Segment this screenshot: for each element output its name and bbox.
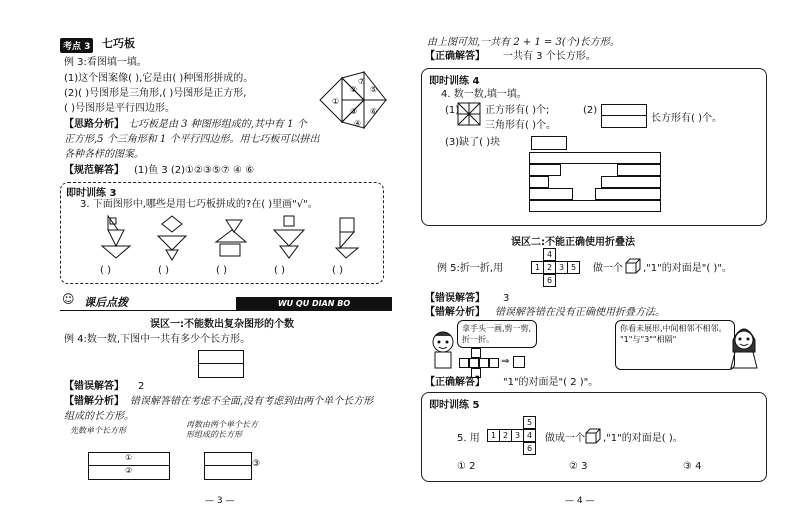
missing-brick bbox=[531, 136, 567, 150]
wrong-answer-label: 【错误解答】 bbox=[64, 381, 124, 392]
example5-suffix: ,"1"的对面是"( )"。 bbox=[643, 263, 732, 274]
answer-text: (1)鱼 3 (2)①②③⑤⑦ ④ ⑥ bbox=[134, 165, 255, 176]
wrong-answer-value: 2 bbox=[138, 381, 145, 392]
fish-label-5: ⑤ bbox=[370, 85, 378, 94]
error2-wrong-label: 【错误解答】 bbox=[425, 293, 485, 304]
error2-analysis-label: 【错解分析】 bbox=[425, 307, 485, 318]
note-double-b: 形组成的长方形 bbox=[186, 430, 242, 439]
net-t5-cell-3: 3 bbox=[511, 429, 524, 442]
net5-cell-3: 3 bbox=[555, 261, 568, 274]
example3-line3: ( )号图形是平行四边形。 bbox=[64, 103, 175, 114]
banner-title: 课后点拨 bbox=[84, 296, 128, 309]
cube-icon-2 bbox=[585, 428, 601, 444]
error-analysis-text-1: 错误解答错在考虑不全面,没有考虑到由两个单个长方形 bbox=[130, 396, 374, 407]
bracket-3: ( ) bbox=[216, 265, 227, 276]
correct-answer-label: 【正确解答】 bbox=[425, 51, 485, 62]
bubble-girl bbox=[615, 320, 735, 370]
error2-correct-label: 【正确解答】 bbox=[425, 377, 485, 388]
example4-text: 例 4:数一数,下图中一共有多少个长方形。 bbox=[64, 334, 251, 345]
error2-analysis-text: 错误解答错在没有正确使用折叠方法。 bbox=[495, 307, 665, 318]
example3-line1: (1)这个图案像( ),它是由( )种图形拼成的。 bbox=[64, 73, 254, 84]
summary-line: 由上图可知,一共有 2 + 1 = 3(个)长方形。 bbox=[427, 37, 620, 48]
net5-cell-5: 5 bbox=[567, 261, 580, 274]
net-t5-cell-6: 6 bbox=[523, 442, 536, 455]
option-3[interactable]: ③ 4 bbox=[683, 461, 702, 472]
error2-wrong-value: 3 bbox=[503, 293, 510, 304]
fish-label-7: ⑦ bbox=[358, 77, 366, 86]
lightbulb-icon: ☺ bbox=[62, 292, 75, 306]
tangram-fish-figure bbox=[318, 70, 388, 132]
net-t5-cell-4: 4 bbox=[523, 429, 536, 442]
training4-part2-rectangles: 长方形有( )个。 bbox=[651, 113, 722, 124]
error2-heading: 误区二:不能正确使用折叠法 bbox=[511, 237, 635, 248]
bracket-1: ( ) bbox=[100, 265, 111, 276]
right-page bbox=[397, 0, 794, 518]
analysis-text-1: 七巧板是由 3 种图形组成的,其中有 1 个 bbox=[128, 119, 307, 130]
fish-label-4: ④ bbox=[354, 119, 362, 128]
example3-line2: (2)( )号图形是三角形,( )号图形是正方形, bbox=[64, 88, 247, 99]
analysis-text-3: 各种各样的图案。 bbox=[64, 149, 144, 160]
training5-suffix: ,"1"的对面是( )。 bbox=[603, 433, 683, 444]
bubble-boy: 拿手头一画,剪一剪,折一折。 bbox=[457, 320, 537, 348]
net-t5-cell-1: 1 bbox=[487, 429, 500, 442]
bubble-girl-text-b: "1"与"3""相隔" bbox=[620, 335, 677, 344]
single-rectangles bbox=[88, 452, 170, 480]
error1-heading: 误区一:不能数出复杂图形的个数 bbox=[150, 319, 294, 330]
mark-1: ① bbox=[125, 453, 133, 462]
net5-cell-6: 6 bbox=[543, 274, 556, 287]
training4-part3: (3)缺了( )块 bbox=[445, 137, 501, 148]
example4-rectangle bbox=[198, 350, 244, 378]
bracket-2: ( ) bbox=[158, 265, 169, 276]
mark-2: ② bbox=[125, 466, 133, 475]
net-t5-cell-5: 5 bbox=[523, 416, 536, 429]
error-analysis-text-2: 组成的长方形。 bbox=[64, 411, 134, 422]
rectangles-figure bbox=[601, 104, 647, 128]
fish-label-3: ③ bbox=[350, 107, 358, 116]
training3-question: 3. 下面图形中,哪些是用七巧板拼成的?在( )里画"√"。 bbox=[80, 199, 318, 210]
net5-cell-1: 1 bbox=[531, 261, 544, 274]
training4-question: 4. 数一数,填一填。 bbox=[441, 89, 527, 100]
mark-3: ③ bbox=[252, 459, 261, 469]
training4-part1-squares: 正方形有( )个; bbox=[485, 105, 550, 116]
training4-part1-triangles: 三角形有( )个。 bbox=[485, 120, 556, 131]
error2-correct-text: "1"的对面是"( 2 )"。 bbox=[503, 377, 599, 388]
topic-badge: 考点 3 bbox=[60, 38, 93, 53]
example5-prefix: 例 5:折一折,用 bbox=[437, 263, 504, 274]
option-1[interactable]: ① 2 bbox=[457, 461, 476, 472]
bracket-4: ( ) bbox=[274, 265, 285, 276]
training5-prefix: 5. 用 bbox=[457, 433, 480, 444]
training4-part1-label: (1) bbox=[445, 105, 460, 116]
correct-answer-text: 一共有 3 个长方形。 bbox=[503, 51, 596, 62]
net-cut-sketch: ⇒ bbox=[459, 348, 529, 378]
note-single: 先数单个长方形 bbox=[70, 426, 126, 435]
analysis-label: 【思路分析】 bbox=[64, 119, 124, 130]
training5-mid: 做成一个 bbox=[545, 433, 585, 444]
answer-label: 【规范解答】 bbox=[64, 165, 124, 176]
training4-title: 即时训练 4 bbox=[427, 72, 481, 87]
example5-mid: 做一个 bbox=[593, 263, 623, 274]
girl-illustration bbox=[729, 324, 759, 370]
fish-label-6: ⑥ bbox=[370, 107, 378, 116]
note-double-a: 再数由两个单个长方 bbox=[186, 420, 258, 429]
cube-icon bbox=[625, 258, 641, 274]
section-banner bbox=[60, 296, 392, 311]
fish-label-2: ② bbox=[350, 85, 358, 94]
page-number-right: — 4 — bbox=[565, 496, 595, 506]
tangram-figures-row bbox=[96, 212, 366, 262]
topic-title: 七巧板 bbox=[102, 37, 135, 50]
fish-label-1: ① bbox=[332, 97, 340, 106]
cube-net-training5 bbox=[487, 416, 547, 456]
example3-title: 例 3:看图填一填。 bbox=[64, 57, 147, 68]
combined-rectangle bbox=[204, 452, 252, 480]
net5-cell-4: 4 bbox=[543, 248, 556, 261]
training4-part2-label: (2) bbox=[583, 105, 598, 116]
cube-net-example5 bbox=[531, 248, 591, 288]
square-triangle-figure bbox=[457, 102, 481, 126]
banner-pinyin: WU QU DIAN BO bbox=[236, 297, 392, 310]
net5-cell-2: 2 bbox=[543, 261, 556, 274]
page-number-left: — 3 — bbox=[205, 496, 235, 506]
analysis-text-2: 正方形,5 个三角形和 1 个平行四边形。用七巧板可以拼出 bbox=[64, 134, 320, 145]
training3-title: 即时训练 3 bbox=[64, 184, 118, 199]
net-t5-cell-2: 2 bbox=[499, 429, 512, 442]
bracket-5: ( ) bbox=[332, 265, 343, 276]
error-analysis-label: 【错解分析】 bbox=[64, 396, 124, 407]
option-2[interactable]: ② 3 bbox=[569, 461, 588, 472]
brick-wall bbox=[529, 152, 659, 218]
bubble-girl-text: 你看未展形,中间相邻不相邻。 bbox=[620, 324, 727, 333]
training5-title: 即时训练 5 bbox=[427, 396, 481, 411]
boy-illustration bbox=[429, 330, 457, 370]
